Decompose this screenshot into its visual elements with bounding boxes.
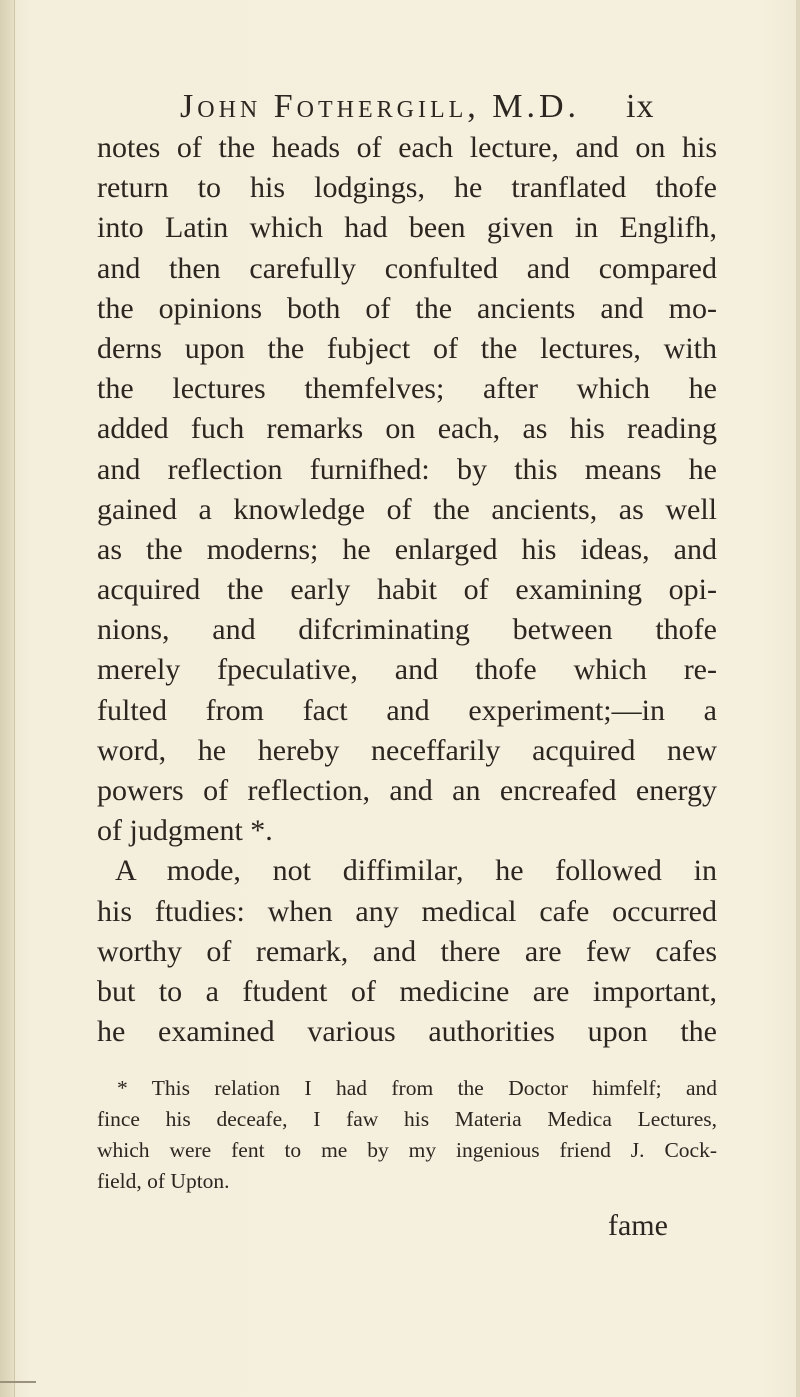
footnote-line: * This relation I had from the Doctor himfelf; and bbox=[117, 1076, 717, 1100]
text-line: but to a ftudent of medicine are important, bbox=[97, 974, 717, 1008]
text-line: notes of the heads of each lecture, and on his bbox=[97, 131, 717, 164]
text-line: into Latin which had been given in Englifh, bbox=[97, 211, 717, 245]
footnote-line: field, of Upton. bbox=[97, 1169, 230, 1193]
text-line: acquired the early habit of examining opi- bbox=[97, 573, 717, 607]
text-line: word, he hereby neceffarily acquired new bbox=[97, 733, 717, 767]
footnote-line: which were fent to me by my ingenious friend J. Cock- bbox=[97, 1138, 717, 1162]
text-line: powers of reflection, and an encreafed energy bbox=[97, 774, 717, 807]
text-line: his ftudies: when any medical cafe occurred bbox=[97, 894, 717, 928]
text-line: added fuch remarks on each, as his reading bbox=[97, 412, 717, 446]
text-line: he examined various authorities upon the bbox=[97, 1015, 717, 1049]
running-title: John Fothergill, M.D. bbox=[180, 88, 581, 125]
text-line-paragraph-end: of judgment *. bbox=[97, 814, 273, 848]
footnote-line: fince his deceafe, I faw his Materia Medica Lectures, bbox=[97, 1107, 717, 1131]
footnote bbox=[97, 1073, 717, 1197]
text-line-paragraph-start: A mode, not diffimilar, he followed in bbox=[115, 854, 717, 888]
text-line: derns upon the fubject of the lectures, with bbox=[97, 331, 717, 365]
text-line: gained a knowledge of the ancients, as well bbox=[97, 492, 717, 526]
bottom-rule bbox=[0, 1381, 36, 1383]
page-gutter bbox=[0, 0, 15, 1397]
body-text bbox=[97, 128, 717, 1052]
text-line: nions, and difcriminating between thofe bbox=[97, 613, 717, 647]
page-number: ix bbox=[626, 88, 655, 125]
text-line: and then carefully confulted and compared bbox=[97, 251, 717, 285]
text-line: merely fpeculative, and thofe which re- bbox=[97, 653, 717, 687]
text-line: and reflection furnifhed: by this means he bbox=[97, 452, 717, 486]
running-header bbox=[180, 88, 700, 128]
text-line: the lectures themfelves; after which he bbox=[97, 372, 717, 406]
text-line: worthy of remark, and there are few cafes bbox=[97, 934, 717, 968]
text-line: as the moderns; he enlarged his ideas, and bbox=[97, 532, 717, 566]
catchword: fame bbox=[608, 1209, 668, 1242]
page-edge bbox=[796, 0, 800, 1397]
text-line: the opinions both of the ancients and mo- bbox=[97, 291, 717, 325]
text-line: fulted from fact and experiment;—in a bbox=[97, 693, 717, 727]
text-line: return to his lodgings, he tranflated thofe bbox=[97, 171, 717, 205]
